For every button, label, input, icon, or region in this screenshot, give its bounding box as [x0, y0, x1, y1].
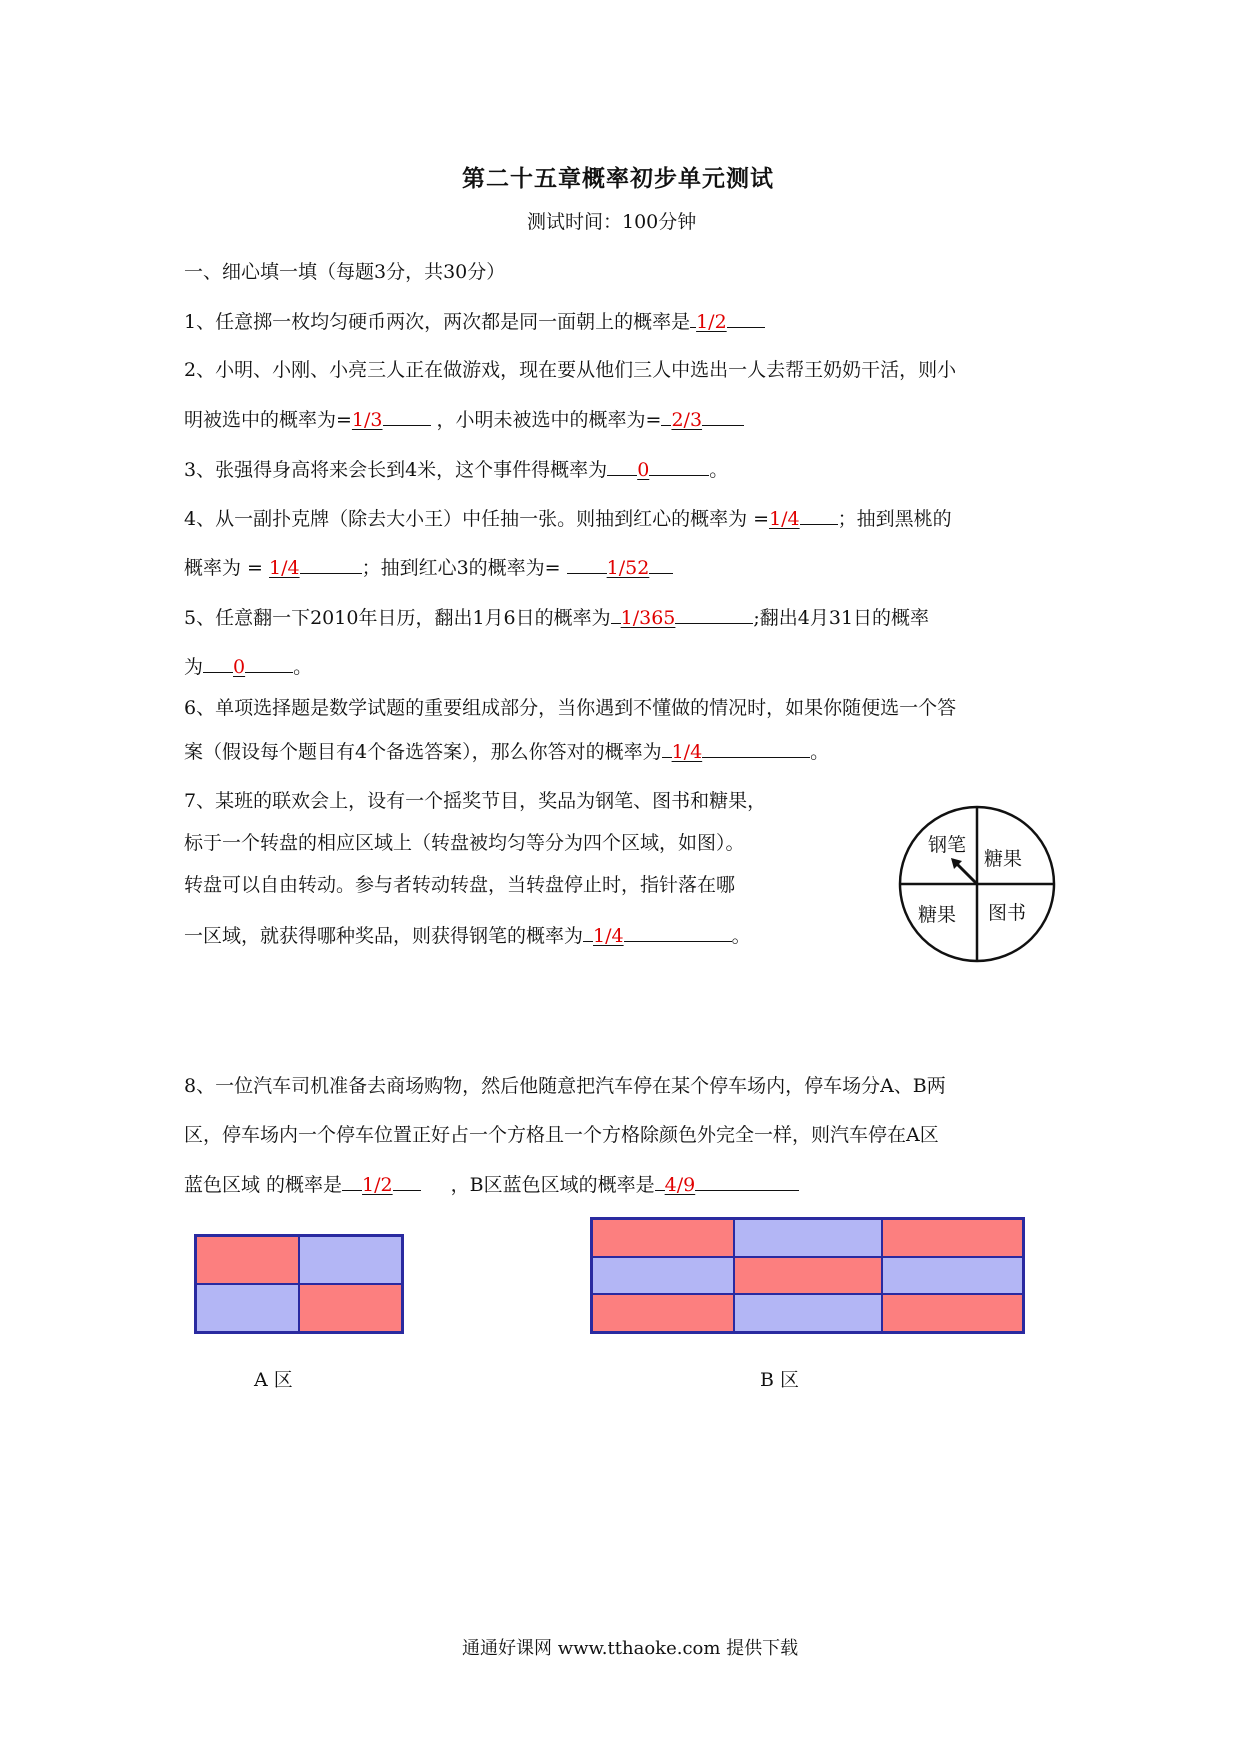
- question-7-text-a: 一区域，就获得哪种奖品，则获得钢笔的概率为: [184, 925, 584, 947]
- question-4-line-2: [184, 553, 673, 582]
- zone-b-cell-blue: [734, 1294, 882, 1332]
- question-8-line-2: 区，停车场内一个停车位置正好占一个方格且一个方格除颜色外完全一样，则汽车停在A区: [184, 1124, 939, 1146]
- zone-b-cell-red: [734, 1257, 882, 1295]
- question-3-end: 。: [709, 459, 729, 481]
- question-6-text-a: 案（假设每个题目有4个备选答案），那么你答对的概率为: [184, 741, 662, 763]
- question-4-text-d: ；抽到红心3的概率为=: [361, 557, 567, 579]
- zone-a-cell-red: [196, 1236, 299, 1284]
- question-5-end: 。: [293, 656, 313, 678]
- spinner-label-top-right: 糖果: [984, 848, 1023, 870]
- question-4-line-1: [184, 504, 952, 533]
- question-8-answer-2: 4/9: [664, 1174, 696, 1196]
- question-6-answer: 1/4: [671, 741, 703, 763]
- question-6-end: 。: [810, 741, 830, 763]
- question-5-answer-1: 1/365: [620, 607, 676, 629]
- question-4-text-c: 概率为 =: [184, 557, 269, 579]
- question-1-answer: 1/2: [696, 311, 727, 333]
- parking-zone-b-grid: [590, 1217, 1025, 1334]
- question-7-line-3: 转盘可以自由转动。参与者转动转盘，当转盘停止时，指针落在哪: [184, 874, 736, 896]
- question-2-text-b: ，小明未被选中的概率为=: [436, 409, 662, 431]
- question-2-answer-1: 1/3: [351, 409, 383, 431]
- question-5-text-c: 为: [184, 656, 204, 678]
- zone-b-cell-red: [882, 1294, 1023, 1332]
- question-8-text-b: ，B区蓝色区域的概率是: [450, 1174, 655, 1196]
- question-7-line-4: [184, 921, 751, 950]
- question-5-text-b: ;翻出4月31日的概率: [753, 607, 930, 629]
- spinner-label-bottom-left: 糖果: [918, 904, 957, 926]
- question-5-text-a: 5、任意翻一下2010年日历，翻出1月6日的概率为: [184, 607, 611, 629]
- question-7-line-1: 7、某班的联欢会上，设有一个摇奖节目，奖品为钢笔、图书和糖果，: [184, 790, 767, 812]
- question-1-text: 1、任意掷一枚均匀硬币两次，两次都是同一面朝上的概率是: [184, 311, 691, 333]
- question-8-text-a: 蓝色区域 的概率是: [184, 1174, 343, 1196]
- section-heading: 一、细心填一填（每题3分，共30分）: [184, 261, 506, 283]
- question-7-answer: 1/4: [593, 925, 624, 947]
- zone-b-cell-blue: [734, 1219, 882, 1257]
- question-5-line-1: [184, 603, 929, 632]
- question-8-line-1: 8、一位汽车司机准备去商场购物，然后他随意把汽车停在某个停车场内，停车场分A、B两: [184, 1075, 946, 1097]
- question-4-text-b: ；抽到黑桃的: [837, 508, 952, 530]
- question-5-answer-2: 0: [233, 656, 246, 678]
- question-7-line-2: 标于一个转盘的相应区域上（转盘被均匀等分为四个区域，如图）。: [184, 832, 745, 854]
- question-4-answer-2: 1/4: [269, 557, 300, 579]
- page-subtitle: 测试时间：100分钟: [527, 211, 697, 233]
- zone-b-cell-blue: [592, 1257, 734, 1295]
- spinner-label-bottom-right: 图书: [988, 902, 1027, 924]
- question-4-answer-1: 1/4: [769, 508, 800, 530]
- zone-b-label: B 区: [760, 1369, 800, 1391]
- question-3: [184, 455, 728, 484]
- zone-b-cell-red: [592, 1294, 734, 1332]
- question-1: [184, 307, 765, 336]
- question-8-line-3: [184, 1170, 799, 1199]
- question-6-line-2: [184, 737, 829, 766]
- page-title: 第二十五章概率初步单元测试: [462, 165, 774, 192]
- question-2-line-1: 2、小明、小刚、小亮三人正在做游戏，现在要从他们三人中选出一人去帮王奶奶干活，则小: [184, 359, 957, 381]
- zone-a-cell-blue: [196, 1284, 299, 1332]
- zone-b-cell-red: [592, 1219, 734, 1257]
- question-5-line-2: [184, 652, 312, 681]
- footer-text: 通通好课网 www.tthaoke.com 提供下载: [462, 1638, 799, 1659]
- question-8-answer-1: 1/2: [362, 1174, 393, 1196]
- question-3-text: 3、张强得身高将来会长到4米，这个事件得概率为: [184, 459, 608, 481]
- zone-a-cell-red: [299, 1284, 402, 1332]
- parking-zone-a-grid: [194, 1234, 404, 1334]
- question-3-answer: 0: [637, 459, 650, 481]
- spinner-diagram: [896, 803, 1058, 965]
- question-4-answer-3: 1/52: [606, 557, 650, 579]
- zone-a-label: A 区: [254, 1369, 293, 1391]
- question-2-answer-2: 2/3: [671, 409, 703, 431]
- spinner-label-top-left: 钢笔: [928, 834, 967, 856]
- question-2-text-a: 明被选中的概率为=: [184, 409, 352, 431]
- zone-b-cell-red: [882, 1219, 1023, 1257]
- question-6-line-1: 6、单项选择题是数学试题的重要组成部分，当你遇到不懂做的情况时，如果你随便选一个答: [184, 697, 957, 719]
- zone-b-cell-blue: [882, 1257, 1023, 1295]
- question-4-text-a: 4、从一副扑克牌（除去大小王）中任抽一张。则抽到红心的概率为 =: [184, 508, 770, 530]
- zone-a-cell-blue: [299, 1236, 402, 1284]
- question-7-end: 。: [731, 925, 751, 947]
- question-2-line-2: [184, 405, 744, 434]
